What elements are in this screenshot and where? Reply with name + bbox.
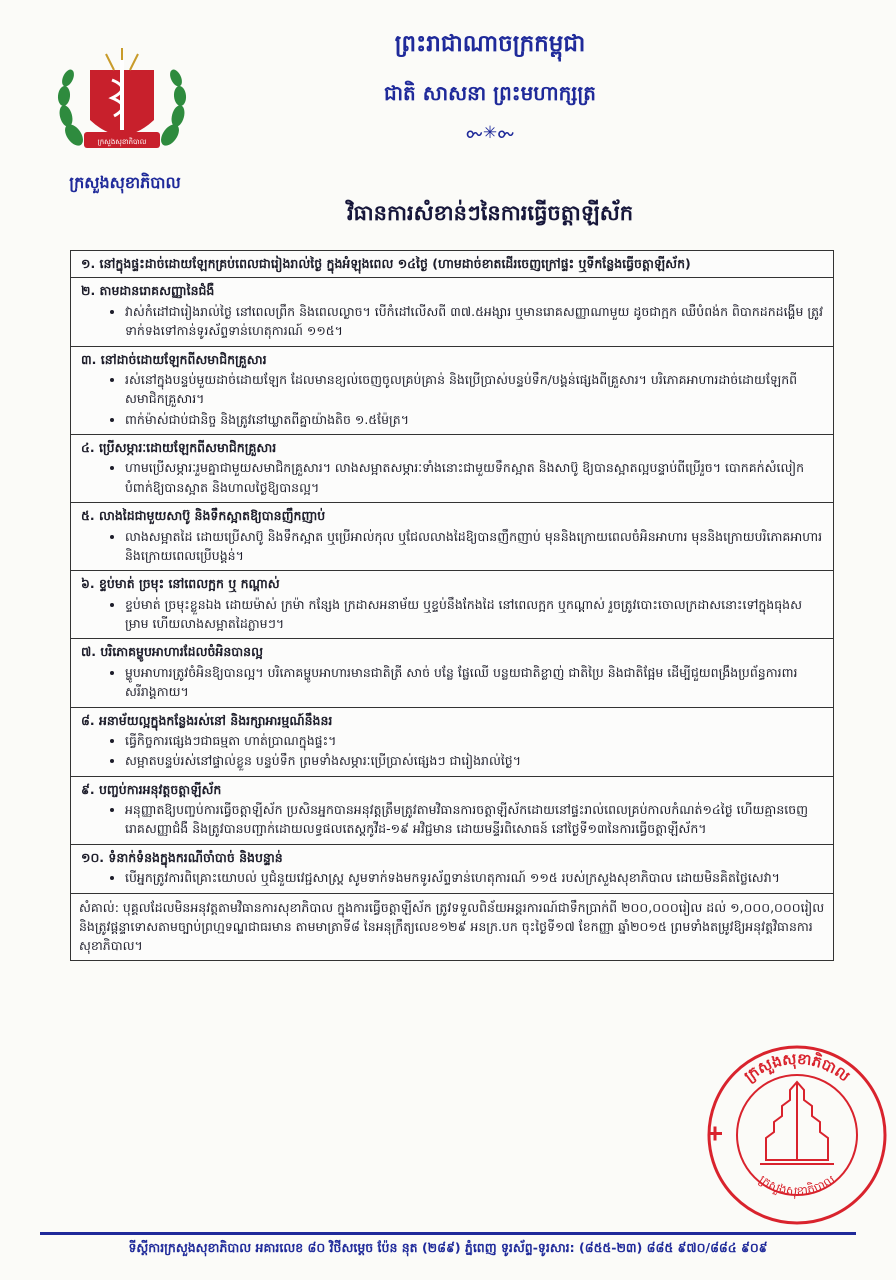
svg-text:ក្រសួងសុខាភិបាល (756, 1172, 837, 1199)
guideline-section (71, 347, 833, 436)
bullet-item: • ខ្ទប់មាត់ ច្រមុះខ្លួនឯង ដោយម៉ាស់ ក្រម៉ា កន្សែង ក្រដាសអនាម័យ ឬខ្ទប់នឹងកែងដៃ នៅពេលក្អក ឬកណ្ដាស់ រួចត្រូវបោះចោលក្រដាសនោះទៅក្នុងធុងសម្រាម ហើយលាងសម្អាតដៃភ្លាមៗ។ (125, 595, 825, 634)
kingdom-heading: ព្រះរាជាណាចក្រកម្ពុជា (394, 30, 586, 57)
penalty-note: សំគាល់: បុគ្គលដែលមិនអនុវត្តតាមវិធានការសុខាភិបាល ក្នុងការធ្វើចត្តាឡីស័ក ត្រូវទទួលពិន័យអន្តរការណ៍ជាទឹកប្រាក់ពី ២០០,០០០រៀល ដល់ ១,០០០,០០០រៀល និងត្រូវផ្តន្ទាទោសតាមច្បាប់ព្រហ្មទណ្ឌជាធរមាន តាមមាត្រាទី៨ នៃអនុក្រឹត្យលេខ១២៩ អនក្រ.បក ចុះថ្ងៃទី១៧ ខែកញ្ញា ឆ្នាំ២០១៥ ព្រមទាំងតម្រូវឱ្យអនុវត្តវិធានការសុខាភិបាល។ (79, 899, 825, 954)
guideline-section (71, 435, 833, 503)
guideline-section (71, 251, 833, 278)
stamp-ring-text: ក្រសួងសុខាភិបាល (740, 1049, 854, 1086)
guideline-section (71, 278, 833, 346)
ornament-divider: ᯡ✳ᯡ (465, 123, 515, 143)
national-motto: ជាតិ សាសនា ព្រះមហាក្សត្រ (384, 81, 596, 105)
section-bullets (81, 302, 825, 341)
section-title: ៦. ខ្ទប់មាត់ ច្រមុះ នៅពេលក្អក ឬ កណ្ដាស់ (81, 576, 280, 592)
section-bullets (81, 731, 825, 771)
section-bullets (81, 458, 825, 497)
footer-address: ទីស្តីការក្រសួងសុខាភិបាល អគារលេខ ៨០ វិថីសម្តេច ប៉ែន នុត (២៨៩) ភ្នំពេញ ទូរស័ព្ទ-ទូរសារ: (៨៥៥-២៣) ៨៨៥ ៩៧០/៨៨៤ ៩០៩ (128, 1240, 768, 1255)
guideline-section (71, 639, 833, 707)
quarantine-guidelines-table (70, 250, 834, 961)
section-title: ២. តាមដានរោគសញ្ញានៃជំងឺ (81, 283, 215, 299)
guideline-section (71, 571, 833, 639)
section-title: ៥. លាងដៃជាមួយសាប៊ូ និងទឹកស្អាតឱ្យបានញឹកញាប់ (81, 508, 326, 524)
guideline-section (71, 845, 833, 894)
guideline-section (71, 708, 833, 777)
bullet-item: • ធ្វើកិច្ចការផ្សេងៗជាធម្មតា ហាត់ប្រាណក្នុងផ្ទះ។ (125, 731, 825, 750)
bullet-item: • លាងសម្អាតដៃ ដោយប្រើសាប៊ូ និងទឹកស្អាត ឬប្រើអាល់កុល ឬជែលលាងដៃឱ្យបានញឹកញាប់ មុននិងក្រោយពេលចំអិនអាហារ មុននិងក្រោយបរិភោគអាហារ និងក្រោយពេលប្រើបង្គន់។ (125, 527, 825, 566)
section-title: ៩. បញ្ចប់ការអនុវត្តចត្តាឡីស័ក (81, 781, 222, 797)
bullet-item: • ហាមប្រើសម្ភារៈរួមគ្នាជាមួយសមាជិកគ្រួសារ។ លាងសម្អាតសម្ភារៈទាំងនោះជាមួយទឹកស្អាត និងសាប៊ូ ឱ្យបានស្អាតល្អបន្ទាប់ពីប្រើរួច។ បោកគក់សំលៀកបំពាក់ឱ្យបានស្អាត និងហាលថ្ងៃឱ្យបានល្អ។ (125, 458, 825, 497)
document-title: វិធានការសំខាន់ៗនៃការធ្វើចត្តាឡីស័ក (346, 201, 634, 225)
bullet-item: • វាស់កំដៅជារៀងរាល់ថ្ងៃ នៅពេលព្រឹក និងពេលល្ងាច។ បើកំដៅលើសពី ៣៧.៥អង្សារ ឬមានរោគសញ្ញាណាមួយ ដូចជាក្អក ឈឺបំពង់ក ពិបាកដកដង្ហើម ត្រូវទាក់ទងទៅកាន់ទូរស័ព្ទទាន់ហេតុការណ៍ ១១៥។ (125, 302, 825, 341)
ministry-name: ក្រសួងសុខាភិបាល (69, 173, 181, 192)
bullet-item: • អនុញ្ញាតឱ្យបញ្ចប់ការធ្វើចត្តាឡីស័ក ប្រសិនអ្នកបានអនុវត្តត្រឹមត្រូវតាមវិធានការចត្តាឡីស័កដោយនៅផ្ទះរាល់ពេលគ្រប់កាលកំណត់១៤ថ្ងៃ ហើយគ្មានចេញរោគសញ្ញាជំងឺ និងត្រូវបានបញ្ជាក់ដោយលទ្ធផលតេស្តកូវីដ-១៩ អវិជ្ជមាន ដោយមន្ទីរពិសោធន៍ នៅថ្ងៃទី១៣នៃការធ្វើចត្តាឡីស័ក។ (125, 800, 825, 839)
ministry-logo (52, 40, 192, 170)
bullet-item: • សម្អាតបន្ទប់រស់នៅផ្ទាល់ខ្លួន បន្ទប់ទឹក ព្រមទាំងសម្ភារៈប្រើប្រាស់ផ្សេងៗ ជារៀងរាល់ថ្ងៃ។ (125, 751, 825, 770)
section-bullets (81, 595, 825, 634)
footer-rule (40, 1232, 856, 1235)
bullet-item: • រស់នៅក្នុងបន្ទប់មួយដាច់ដោយឡែក ដែលមានខ្យល់ចេញចូលគ្រប់គ្រាន់ និងប្រើប្រាស់បន្ទប់ទឹក/បង្គន់ផ្សេងពីគ្រួសារ។ បរិភោគអាហារដាច់ដោយឡែកពីសមាជិកគ្រួសារ។ (125, 370, 825, 409)
section-title: ១. នៅក្នុងផ្ទះដាច់ដោយឡែកគ្រប់ពេលជារៀងរាល់ថ្ងៃ ក្នុងអំឡុងពេល ១៤ថ្ងៃ (ហាមដាច់ខាតដើរចេញក្រៅផ្ទះ ឬទីកន្លែងធ្វើចត្តាឡីស័ក) (81, 256, 691, 271)
guideline-section (71, 503, 833, 571)
guideline-section (71, 777, 833, 845)
section-title: ៧. បរិភោគម្ហូបអាហារដែលចំអិនបានល្អ (81, 644, 264, 660)
bullet-item: • ពាក់ម៉ាស់ជាប់ជានិច្ច និងត្រូវនៅឃ្លាតពីគ្នាយ៉ាងតិច ១.៥ម៉ែត្រ។ (125, 410, 825, 429)
section-title: ៣. នៅដាច់ដោយឡែកពីសមាជិកគ្រួសារ (81, 351, 267, 367)
section-bullets (81, 800, 825, 839)
stamp-bottom-text: ក្រសួងសុខាភិបាល (756, 1172, 838, 1199)
section-bullets (81, 868, 825, 887)
section-bullets (81, 370, 825, 429)
section-title: ១០. ទំនាក់ទំនងក្នុងករណីចាំបាច់ និងបន្ទាន់ (81, 849, 283, 865)
official-seal-stamp (704, 1042, 890, 1228)
section-title: ៤. ប្រើសម្ភារៈដោយឡែកពីសមាជិកគ្រួសារ (81, 440, 277, 455)
logo-ribbon-text: ក្រសួងសុខាភិបាល (97, 138, 147, 146)
letterhead (0, 0, 896, 200)
bullet-item: • បើអ្នកត្រូវការពិគ្រោះយោបល់ ឬជំនួយវេជ្ជសាស្ត្រ សូមទាក់ទងមកទូរស័ព្ទទាន់ហេតុការណ៍ ១១៥ របស់ក្រសួងសុខាភិបាល ដោយមិនគិតថ្លៃសេវា។ (125, 868, 825, 887)
section-title: ៨. អនាម័យល្អក្នុងកន្លែងរស់នៅ និងរក្សាអារម្មណ៍នឹងនរ (81, 712, 333, 728)
bullet-item: • ម្ហូបអាហារត្រូវចំអិនឱ្យបានល្អ។ បរិភោគម្ហូបអាហារមានជាតិត្រី សាច់ បន្លែ ផ្លែឈើ បន្លយជាតិខ្លាញ់ ជាតិប្រៃ និងជាតិផ្អែម ដើម្បីជួយពង្រឹងប្រព័ន្ធការពារសរីរាង្គកាយ។ (125, 663, 825, 702)
section-bullets (81, 527, 825, 566)
section-bullets (81, 663, 825, 702)
